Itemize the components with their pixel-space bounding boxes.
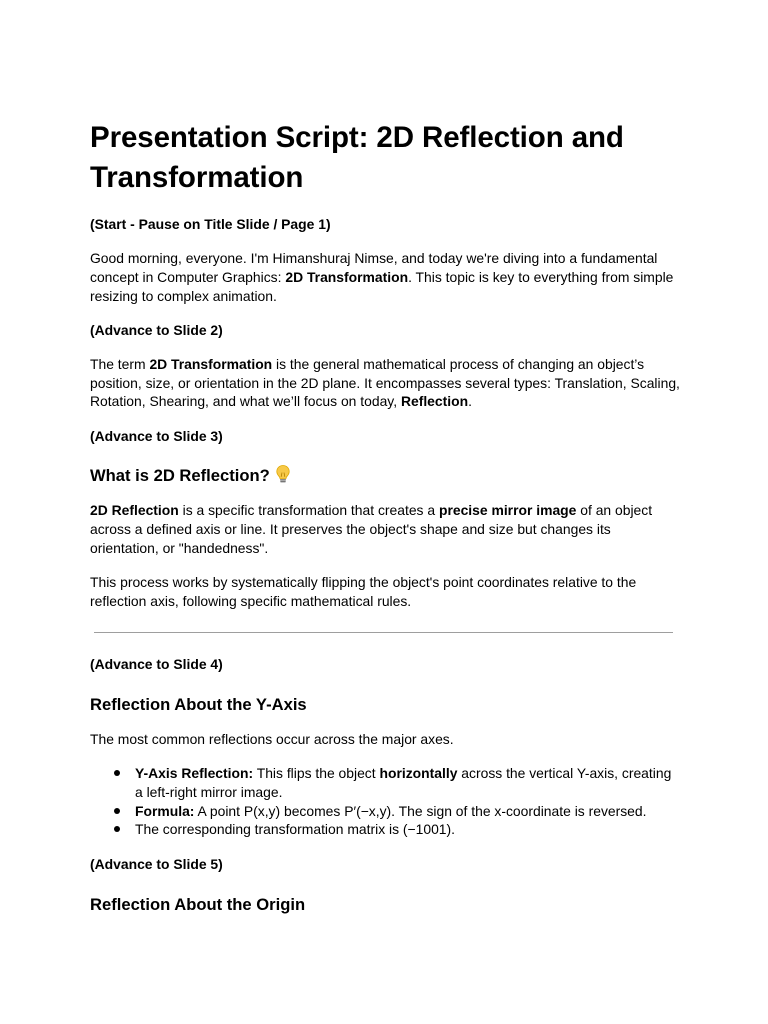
- lightbulb-icon: [274, 464, 292, 484]
- page-title: Presentation Script: 2D Reflection and Transformation: [90, 121, 624, 194]
- bullet-dot-icon: [114, 826, 120, 832]
- list-item: The corresponding transformation matrix is (−1001).: [135, 820, 680, 839]
- bullet-dot-icon: [114, 808, 120, 814]
- stage-cue-slide-5: (Advance to Slide 5): [90, 856, 223, 873]
- list-item: Formula: A point P(x,y) becomes P′(−x,y). The sign of the x-coordinate is reversed.: [135, 802, 680, 821]
- section-heading-what-is-reflection: What is 2D Reflection?: [90, 464, 680, 487]
- section-heading-y-axis: Reflection About the Y-Axis: [90, 695, 307, 715]
- intro-paragraph: Good morning, everyone. I'm Himanshuraj Nimse, and today we're diving into a fundamental concept in Computer Graphics: 2D Transformation. This topic is key to everything from simple resizing to complex animation.: [90, 250, 674, 304]
- bullet-list: [90, 764, 680, 839]
- list-item: Y-Axis Reflection: This flips the object horizontally across the vertical Y-axis, creating a left-right mirror image.: [135, 764, 680, 801]
- y-axis-intro-paragraph: The most common reflections occur across the major axes.: [90, 731, 454, 748]
- term-paragraph: The term 2D Transformation is the general mathematical process of changing an object’s position, size, or orientation in the 2D plane. It encompasses several types: Translation, Scaling, Rotation, Shearing, and what we’ll focus on today, Reflection.: [90, 356, 680, 410]
- stage-cue-slide-2: (Advance to Slide 2): [90, 321, 223, 338]
- horizontal-divider: [94, 632, 673, 633]
- definition-paragraph: 2D Reflection is a specific transformation that creates a precise mirror image of an object across a defined axis or line. It preserves the object's shape and size but changes its orientation, or "handedness".: [90, 502, 653, 556]
- bullet-dot-icon: [114, 770, 120, 776]
- document-content: [90, 118, 680, 930]
- stage-cue-start: (Start - Pause on Title Slide / Page 1): [90, 216, 331, 232]
- section-heading-origin: Reflection About the Origin: [90, 894, 306, 914]
- process-paragraph: This process works by systematically flipping the object's point coordinates relative to the reflection axis, following specific mathematical rules.: [90, 573, 637, 609]
- stage-cue-slide-3: (Advance to Slide 3): [90, 427, 223, 444]
- stage-cue-slide-4: (Advance to Slide 4): [90, 656, 223, 673]
